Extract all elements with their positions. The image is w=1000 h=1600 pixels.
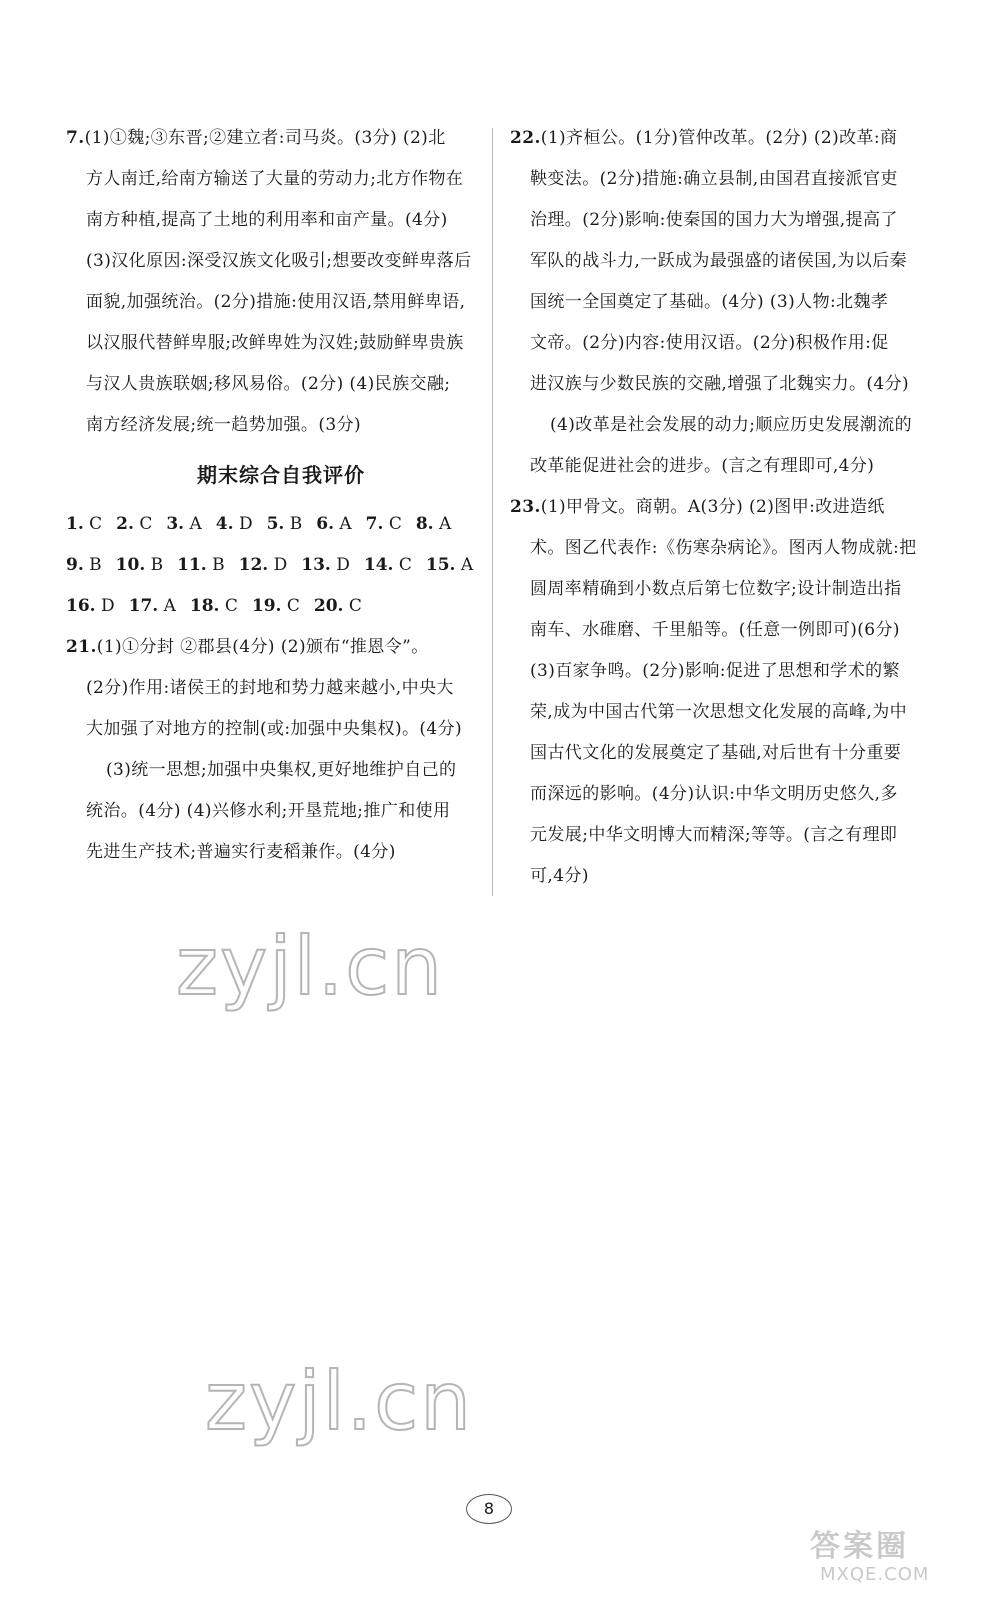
- mc-answer: [216, 514, 253, 534]
- mc-question-number: 7.: [365, 514, 384, 534]
- mc-answer: [66, 596, 115, 616]
- q23-number: 23.: [510, 497, 541, 517]
- mc-answer-letter: C: [388, 514, 402, 534]
- q22-line-8: 改革能促进社会的进步。(言之有理即可,4分): [530, 456, 875, 476]
- mc-question-number: 12.: [238, 555, 269, 575]
- mc-question-number: 13.: [301, 555, 331, 575]
- q21-line-2: 大加强了对地方的控制(或:加强中央集权)。(4分): [86, 719, 463, 739]
- mc-answer-letter: B: [89, 555, 102, 575]
- mc-question-number: 4.: [215, 514, 234, 534]
- mc-question-number: 9.: [66, 555, 84, 575]
- mc-answer: [166, 514, 201, 534]
- q7-line-1: 方人南迁,给南方输送了大量的劳动力;北方作物在: [86, 169, 464, 189]
- right-column: [510, 118, 915, 897]
- mc-answer-letter: C: [286, 596, 300, 616]
- mc-row: [66, 586, 476, 627]
- q21-line-4: 统治。(4分) (4)兴修水利;开垦荒地;推广和使用: [86, 801, 451, 821]
- mc-answer-letter: A: [163, 596, 176, 616]
- q7-line-4: 面貌,加强统治。(2分)措施:使用汉语,禁用鲜卑语,: [86, 292, 466, 312]
- mc-answer: [416, 514, 451, 534]
- q23-line-0: 23.(1)甲骨文。商朝。A(3分) (2)图甲:改进造纸: [510, 497, 885, 517]
- q7-line-7: 南方经济发展;统一趋势加强。(3分): [86, 415, 362, 435]
- mc-row: [66, 545, 476, 586]
- left-column: [66, 118, 476, 873]
- mc-question-number: 6.: [316, 514, 334, 534]
- mc-question-number: 14.: [363, 555, 394, 575]
- mc-answer-letter: D: [336, 555, 350, 575]
- section-title: 期末综合自我评价: [197, 463, 365, 487]
- mc-row: [66, 504, 476, 545]
- q22-line-7: (4)改革是社会发展的动力;顺应历史发展潮流的: [550, 415, 913, 435]
- mc-answer-letter: C: [348, 596, 362, 616]
- mc-question-number: 1.: [66, 514, 84, 534]
- mc-question-number: 17.: [128, 596, 159, 616]
- mc-answer-letter: C: [224, 596, 238, 616]
- q22-line-0: 22.(1)齐桓公。(1分)管仲改革。(2分) (2)改革:商: [510, 128, 898, 148]
- mc-question-number: 11.: [177, 555, 207, 575]
- mc-question-number: 10.: [115, 555, 146, 575]
- mc-question-number: 3.: [166, 514, 185, 534]
- mc-answer-letter: A: [460, 555, 474, 575]
- mc-answer: [426, 555, 473, 575]
- mc-answer-letter: C: [139, 514, 153, 534]
- mc-question-number: 18.: [189, 596, 220, 616]
- q23-line-1: 术。图乙代表作:《伤寒杂病论》。图丙人物成就:把: [530, 538, 917, 558]
- mc-answer-letter: A: [189, 514, 202, 534]
- mc-answer-letter: A: [439, 514, 452, 534]
- multiple-choice-answers: [66, 504, 476, 627]
- mc-answer: [116, 555, 163, 575]
- mc-answer-letter: D: [100, 596, 115, 616]
- q22-line-1: 鞅变法。(2分)措施:确立县制,由国君直接派官吏: [530, 169, 898, 189]
- mc-answer-letter: C: [398, 555, 412, 575]
- mc-answer-letter: C: [89, 514, 103, 534]
- q21-line-3: (3)统一思想;加强中央集权,更好地维护自己的: [106, 760, 457, 780]
- q7-line-0: 7.(1)①魏;③东晋;②建立者:司马炎。(3分) (2)北: [66, 128, 446, 148]
- mc-answer-letter: A: [339, 514, 352, 534]
- q22-number: 22.: [510, 128, 541, 148]
- q7-line-2: 南方种植,提高了土地的利用率和亩产量。(4分): [86, 210, 448, 230]
- q23-line-3: 南车、水碓磨、千里船等。(任意一例即可)(6分): [530, 620, 900, 640]
- mc-answer-letter: B: [212, 555, 225, 575]
- q7-line-6: 与汉人贵族联姻;移风易俗。(2分) (4)民族交融;: [86, 374, 451, 394]
- site-logo: [810, 1530, 980, 1590]
- mc-answer: [366, 514, 402, 534]
- q22-line-3: 军队的战斗力,一跃成为最强盛的诸侯国,为以后秦: [530, 251, 908, 271]
- q23-line-4: (3)百家争鸣。(2分)影响:促进了思想和学术的繁: [530, 661, 900, 681]
- logo-text: 答案圈: [810, 1529, 909, 1564]
- q22-line-4: 国统一全国奠定了基础。(4分) (3)人物:北魏孝: [530, 292, 889, 312]
- mc-answer-letter: B: [289, 514, 303, 534]
- q22-line-5: 文帝。(2分)内容:使用汉语。(2分)积极作用:促: [530, 333, 889, 353]
- mc-answer: [190, 596, 238, 616]
- mc-answer: [314, 596, 362, 616]
- mc-answer-letter: D: [238, 514, 253, 534]
- mc-answer: [316, 514, 351, 534]
- logo-domain: MXQE.COM: [820, 1564, 930, 1585]
- q21-line-5: 先进生产技术;普遍实行麦稻兼作。(4分): [86, 842, 396, 862]
- mc-question-number: 16.: [66, 596, 96, 616]
- mc-answer-letter: D: [273, 555, 288, 575]
- mc-answer: [267, 514, 303, 534]
- page-number: 8: [466, 1494, 512, 1524]
- watermark-text: zyjl.cn: [205, 1355, 473, 1448]
- mc-question-number: 19.: [251, 596, 282, 616]
- q23-line-2: 圆周率精确到小数点后第七位数字;设计制造出指: [530, 579, 902, 599]
- mc-answer-letter: B: [150, 555, 164, 575]
- q22-line-2: 治理。(2分)影响:使秦国的国力大为增强,提高了: [530, 210, 898, 230]
- q21-line-1: (2分)作用:诸侯王的封地和势力越来越小,中央大: [86, 678, 454, 698]
- q22-line-6: 进汉族与少数民族的交融,增强了北魏实力。(4分): [530, 374, 910, 394]
- mc-answer: [364, 555, 412, 575]
- mc-question-number: 20.: [313, 596, 344, 616]
- mc-answer: [116, 514, 152, 534]
- mc-answer: [129, 596, 176, 616]
- q23-line-8: 元发展;中华文明博大而精深;等等。(言之有理即: [530, 825, 898, 845]
- mc-answer: [66, 555, 102, 575]
- q21-line-0: 21.(1)①分封 ②郡县(4分) (2)颁布“推恩令”。: [66, 637, 429, 657]
- mc-answer: [252, 596, 300, 616]
- mc-question-number: 5.: [266, 514, 285, 534]
- watermark-text: zyjl.cn: [176, 920, 444, 1013]
- q7-line-3: (3)汉化原因:深受汉族文化吸引;想要改变鲜卑落后: [86, 251, 472, 271]
- q7-number: 7.: [66, 128, 85, 148]
- q23-line-5: 荣,成为中国古代第一次思想文化发展的高峰,为中: [530, 702, 908, 722]
- q23-line-7: 而深远的影响。(4分)认识:中华文明历史悠久,多: [530, 784, 898, 804]
- mc-answer: [301, 555, 350, 575]
- mc-question-number: 8.: [415, 514, 434, 534]
- q21-number: 21.: [66, 637, 97, 657]
- mc-answer: [239, 555, 288, 575]
- q23-line-6: 国古代文化的发展奠定了基础,对后世有十分重要: [530, 743, 902, 763]
- mc-question-number: 2.: [116, 514, 134, 534]
- q7-line-5: 以汉服代替鲜卑服;改鲜卑姓为汉姓;鼓励鲜卑贵族: [86, 333, 464, 353]
- mc-answer: [66, 514, 102, 534]
- mc-question-number: 15.: [425, 555, 456, 575]
- q23-line-9: 可,4分): [530, 866, 589, 886]
- mc-answer: [177, 555, 224, 575]
- column-divider: [492, 128, 493, 896]
